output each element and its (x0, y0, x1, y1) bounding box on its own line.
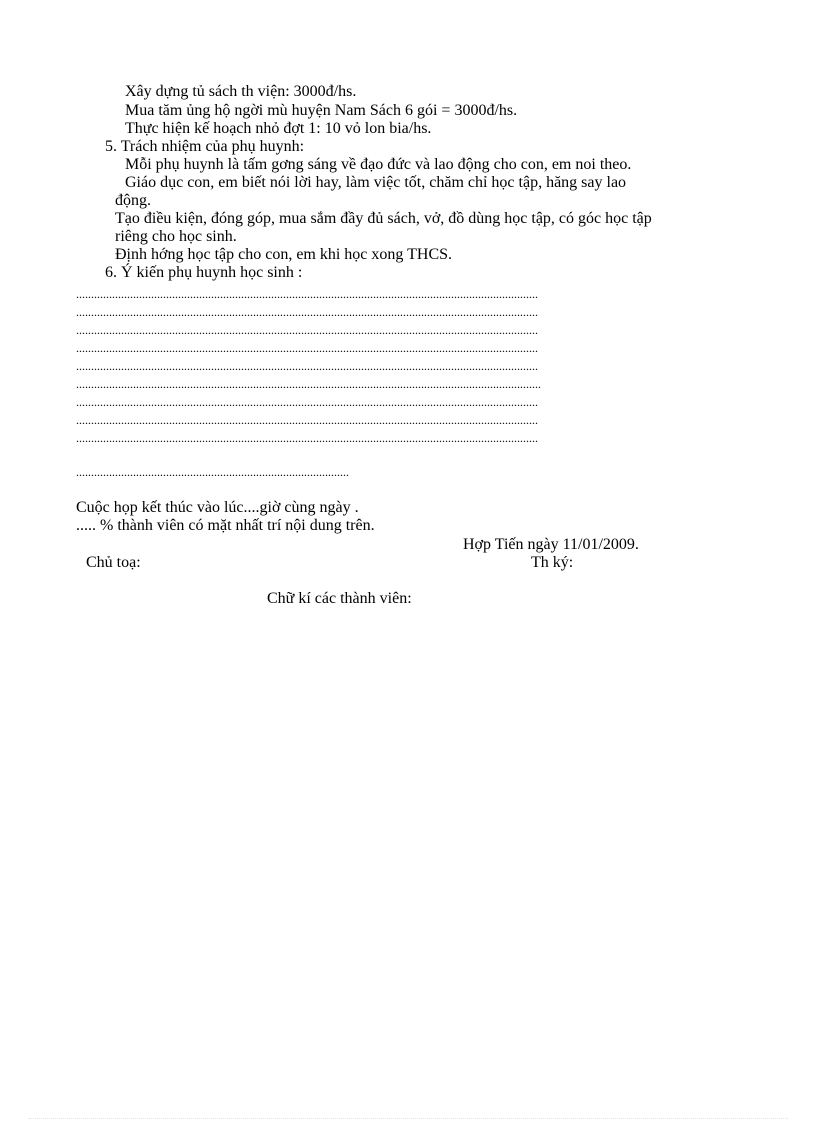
dotted-line: .......................................................................................................................................................... (76, 324, 538, 336)
intro-item-toothpicks: Mua tăm ủng hộ ngời mù huyện Nam Sách 6 gói = 3000đ/hs. (125, 102, 518, 119)
dotted-line: .......................................................................................................................................................... (76, 414, 538, 426)
place-date: Hợp Tiến ngày 11/01/2009. (463, 536, 639, 553)
secretary-label: Th ký: (531, 554, 574, 571)
section6-heading: 6. Ý kiến phụ huynh học sinh : (105, 264, 303, 281)
section5-heading: 5. Trách nhiệm của phụ huynh: (105, 138, 305, 155)
dotted-line: .......................................................................................................................................................... (76, 396, 538, 408)
dotted-line: .......................................................................................................................................................... (76, 306, 538, 318)
dotted-line: .......................................................................................................................................................... (76, 288, 538, 300)
chair-label: Chủ toạ: (86, 554, 141, 571)
intro-item-small-plan: Thực hiện kế hoạch nhỏ đợt 1: 10 vỏ lon bia/hs. (125, 120, 432, 137)
intro-item-library: Xây dựng tủ sách th viện: 3000đ/hs. (125, 83, 357, 100)
footer-divider (28, 1118, 788, 1119)
meeting-end-time: Cuộc họp kết thúc vào lúc....giờ cùng ngày . (76, 499, 359, 516)
dotted-line: ........................................................................................... (76, 466, 349, 478)
section5-item-supplies: Tạo điều kiện, đóng góp, mua sắm đầy đủ sách, vở, đồ dùng học tập, có góc học tập (115, 210, 652, 227)
dotted-line: .......................................................................................................................................................... (76, 360, 538, 372)
members-signature-label: Chữ kí các thành viên: (267, 590, 412, 607)
dotted-line: .......................................................................................................................................................... (76, 432, 538, 444)
section5-item-educate: Giáo dục con, em biết nói lời hay, làm việc tốt, chăm chỉ học tập, hăng say lao (125, 174, 627, 191)
dotted-line: .......................................................................................................................................................... (76, 342, 538, 354)
section5-item-supplies-cont: riêng cho học sinh. (115, 228, 237, 245)
section5-item-educate-cont: động. (115, 192, 151, 209)
section5-item-role-model: Mỗi phụ huynh là tấm gơng sáng về đạo đức và lao động cho con, em noi theo. (125, 156, 632, 173)
dotted-line: ........................................................................................................................................................... (76, 378, 541, 390)
agreement-statement: ..... % thành viên có mặt nhất trí nội dung trên. (76, 517, 375, 534)
section5-item-orientation: Định hớng học tập cho con, em khi học xong THCS. (115, 246, 453, 263)
